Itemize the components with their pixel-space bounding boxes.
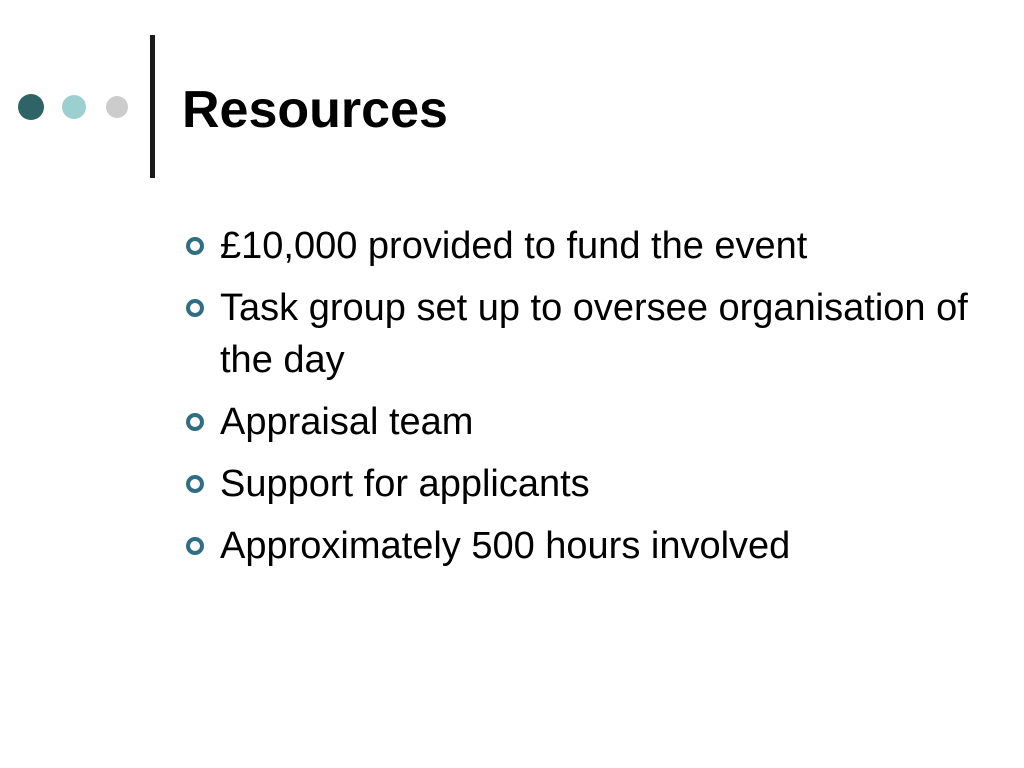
bullet-text: Task group set up to oversee organisation of the day	[220, 287, 968, 381]
bullet-text: Appraisal team	[220, 401, 474, 443]
light-teal-dot-icon	[62, 95, 86, 119]
bullet-text: £10,000 provided to fund the event	[220, 225, 808, 267]
hollow-circle-bullet-icon	[186, 537, 204, 555]
bullet-list	[180, 220, 980, 582]
bullet-item	[180, 282, 980, 386]
hollow-circle-bullet-icon	[186, 475, 204, 493]
bullet-item	[180, 458, 980, 510]
slide-title: Resources	[182, 81, 448, 139]
hollow-circle-bullet-icon	[186, 413, 204, 431]
bullet-item	[180, 220, 980, 272]
hollow-circle-bullet-icon	[186, 237, 204, 255]
hollow-circle-bullet-icon	[186, 299, 204, 317]
bullet-text: Support for applicants	[220, 463, 590, 505]
bullet-text: Approximately 500 hours involved	[220, 525, 791, 567]
bullet-item	[180, 396, 980, 448]
title-divider	[150, 35, 155, 178]
bullet-item	[180, 520, 980, 572]
dark-teal-dot-icon	[18, 94, 44, 120]
gray-dot-icon	[106, 96, 128, 118]
